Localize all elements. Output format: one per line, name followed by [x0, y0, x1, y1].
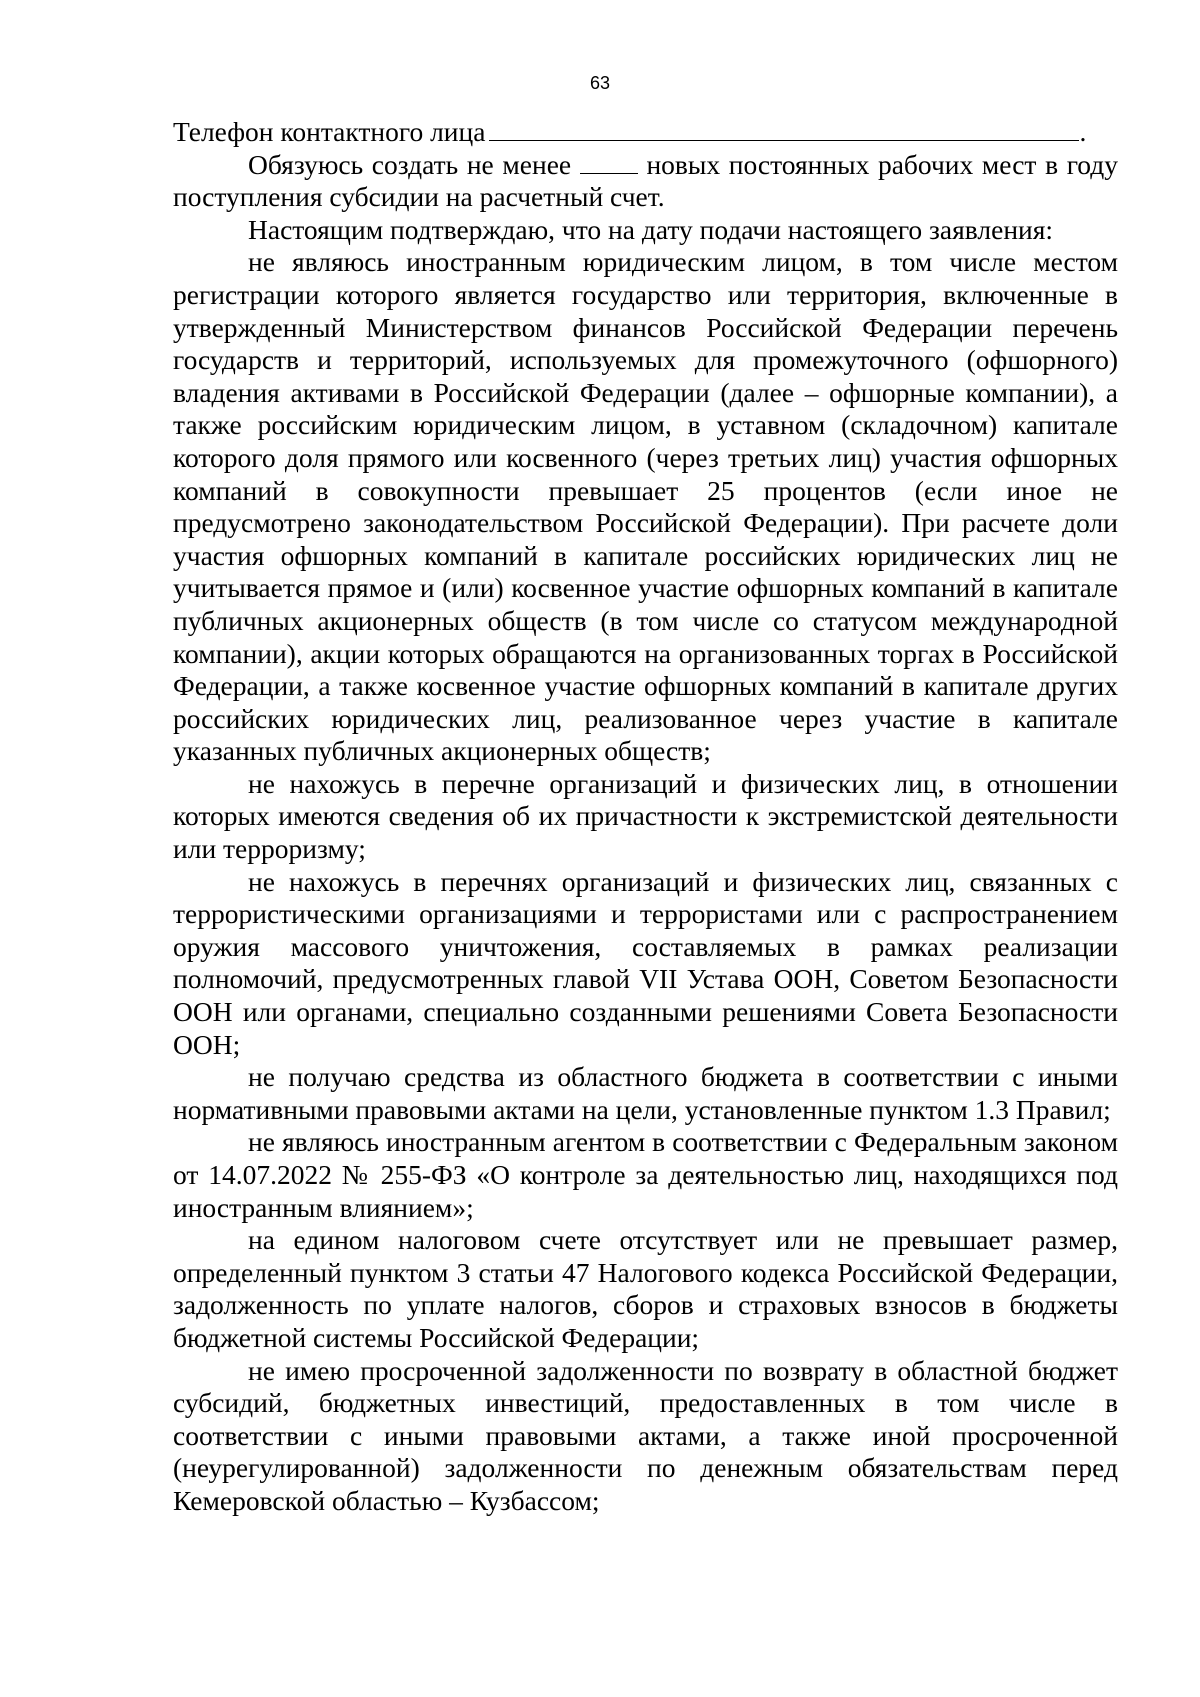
item-extremism: не нахожусь в перечне организаций и физических лиц, в отношении которых имеются сведения об их причастности к экстремистской деятельности или терроризму;: [173, 767, 1118, 865]
item-tax-debt: на едином налоговом счете отсутствует или не превышает размер, определенный пунктом 3 статьи 47 Налогового кодекса Российской Федерации, задолженность по уплате налогов, сборов и страховых взносов в бюджеты бюджетной системы Российской Федерации;: [173, 1224, 1118, 1353]
item-regional-budget: не получаю средства из областного бюджета в соответствии с иными нормативными правовыми актами на цели, установленные пунктом 1.3 Правил;: [173, 1061, 1118, 1125]
item-offshore: не являюсь иностранным юридическим лицом, в том числе местом регистрации которого является государство или территория, включенные в утвержденный Министерством финансов Российской Федерации перечень государств и территорий, используемых для промежуточного (офшорного) владения активами в Российской Федерации (далее – офшорные компании), а также российским юридическим лицом, в уставном (складочном) капитале которого доля прямого или косвенного (через третьих лиц) участия офшорных компаний в совокупности превышает 25 процентов (если иное не предусмотрено законодательством Российской Федерации). При расчете доли участия офшорных компаний в капитале российских юридических лиц не учитывается прямое и (или) косвенное участие офшорных компаний в капитале публичных акционерных обществ (в том числе со статусом международной компании), акции которых обращаются на организованных торгах в Российской Федерации, а также косвенное участие офшорных компаний в капитале других российских юридических лиц, реализованное через участие в капитале указанных публичных акционерных обществ;: [173, 246, 1118, 767]
jobs-paragraph: [173, 149, 1118, 214]
phone-label: Телефон контактного лица: [173, 116, 486, 147]
jobs-before: Обязуюсь создать не менее: [248, 148, 572, 180]
document-body: [173, 116, 1118, 1518]
item-foreign-agent: не являюсь иностранным агентом в соответствии с Федеральным законом от 14.07.2022 № 255-ФЗ «О контроле за деятельностью лиц, находящихся под иностранным влиянием»;: [173, 1126, 1118, 1223]
jobs-after: новых постоянных рабочих мест в году поступления субсидии на расчетный счет.: [173, 148, 1118, 213]
intro-paragraph: Настоящим подтверждаю, что на дату подачи настоящего заявления:: [248, 213, 1054, 245]
phone-end: .: [1079, 116, 1087, 147]
item-terrorism: не нахожусь в перечнях организаций и физических лиц, связанных с террористическими организациями и террористами или с распространением оружия массового уничтожения, составляемых в рамках реализации полномочий, предусмотренных главой VII Устава ООН, Советом Безопасности ООН или органами, специально созданными решениями Совета Безопасности ООН;: [173, 865, 1118, 1060]
phone-blank: [489, 116, 1079, 141]
item-overdue-debt: не имею просроченной задолженности по возврату в областной бюджет субсидий, бюджетных инвестиций, предоставленных в том числе в соответствии с иными правовыми актами, а также иной просроченной (неурегулированной) задолженности по денежным обязательствам перед Кемеровской областью – Кузбассом;: [173, 1354, 1118, 1516]
page-number: 63: [589, 73, 611, 93]
jobs-count-blank: [580, 149, 638, 174]
phone-line: [173, 116, 1118, 149]
